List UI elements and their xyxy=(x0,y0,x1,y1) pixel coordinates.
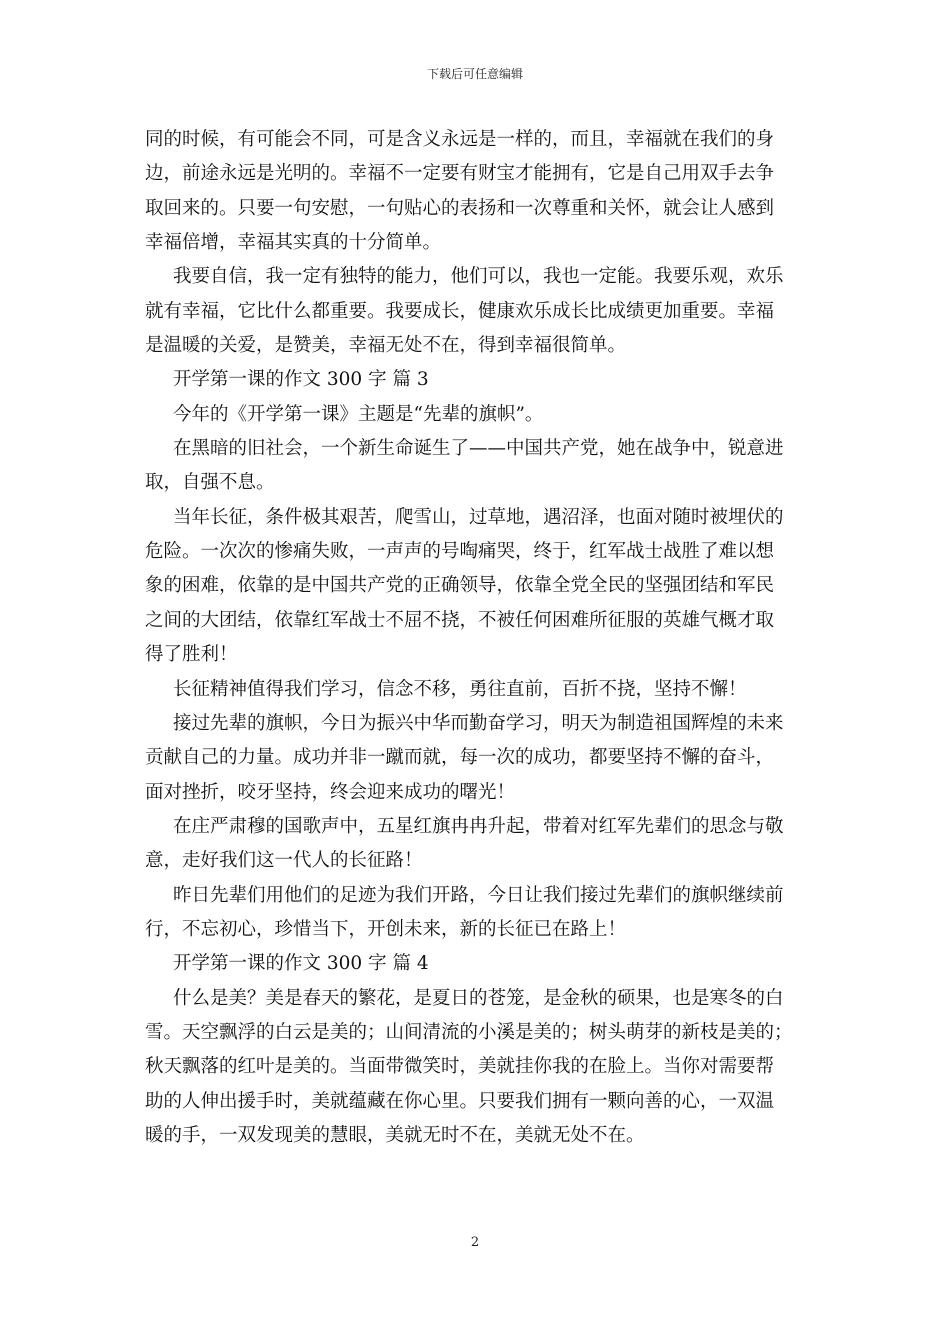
text-line: 我要自信，我一定有独特的能力，他们可以，我也一定能。我要乐观，欢乐 xyxy=(173,266,784,288)
text-line: 今年的《开学第一课》主题是“先辈的旗帜”。 xyxy=(173,403,544,425)
text-line: 雪。天空飘浮的白云是美的；山间清流的小溪是美的；树头萌芽的新枝是美的； xyxy=(145,1021,793,1043)
text-line: 开学第一课的作文 300 字 篇 3 xyxy=(173,369,429,391)
text-line: 同的时候，有可能会不同，可是含义永远是一样的，而且，幸福就在我们的身 xyxy=(145,129,775,150)
text-line: 面对挫折，咬牙坚持，终会迎来成功的曙光！ xyxy=(145,781,516,803)
text-line: 行，不忘初心，珍惜当下，开创未来，新的长征已在路上！ xyxy=(145,918,627,940)
text-line: 长征精神值得我们学习，信念不移，勇往直前，百折不挠，坚持不懈！ xyxy=(173,678,747,700)
text-line: 昨日先辈们用他们的足迹为我们开路，今日让我们接过先辈们的旗帜继续前 xyxy=(173,884,784,906)
document-body xyxy=(145,123,807,1153)
text-line: 秋天飘落的红叶是美的。当面带微笑时，美就挂你我的在脸上。当你对需要帮 xyxy=(145,1056,775,1078)
text-line: 接过先辈的旗帜，今日为振兴中华而勤奋学习，明天为制造祖国辉煌的未来 xyxy=(173,712,784,734)
text-line: 边，前途永远是光明的。幸福不一定要有财宝才能拥有，它是自己用双手去争 xyxy=(145,163,775,185)
text-line: 之间的大团结，依靠红军战士不屈不挠，不被任何困难所征服的英雄气概才取 xyxy=(145,609,775,631)
text-line: 什么是美？美是春天的繁花，是夏日的苍笼，是金秋的硕果，也是寒冬的白 xyxy=(173,987,784,1009)
text-line: 意，走好我们这一代人的长征路！ xyxy=(145,850,423,872)
text-line: 开学第一课的作文 300 字 篇 4 xyxy=(173,953,429,975)
text-line: 就有幸福，它比什么都重要。我要成长，健康欢乐成长比成绩更加重要。幸福 xyxy=(145,300,775,322)
text-line: 取回来的。只要一句安慰，一句贴心的表扬和一次尊重和关怀，就会让人感到 xyxy=(145,197,775,219)
text-line: 取，自强不息。 xyxy=(145,472,275,494)
text-line: 当年长征，条件极其艰苦，爬雪山，过草地，遇沼泽，也面对随时被埋伏的 xyxy=(173,506,784,528)
text-line: 得了胜利！ xyxy=(145,644,238,666)
text-line: 贡献自己的力量。成功并非一蹴而就，每一次的成功，都要坚持不懈的奋斗， xyxy=(145,747,775,769)
text-line: 在黑暗的旧社会，一个新生命诞生了——中国共产党，她在战争中，锐意进 xyxy=(173,438,784,460)
text-line: 在庄严肃穆的国歌声中，五星红旗冉冉升起，带着对红军先辈们的思念与敬 xyxy=(173,815,784,837)
page-header: 下载后可任意编辑 xyxy=(426,67,523,81)
text-line: 象的困难，依靠的是中国共产党的正确领导，依靠全党全民的坚强团结和军民 xyxy=(145,575,775,597)
text-line: 暖的手，一双发现美的慧眼，美就无时不在，美就无处不在。 xyxy=(145,1124,645,1146)
text-line: 危险。一次次的惨痛失败，一声声的号啕痛哭，终于，红军战士战胜了难以想 xyxy=(145,541,775,563)
text-line: 幸福倍增，幸福其实真的十分简单。 xyxy=(145,232,442,254)
page-number: 2 xyxy=(470,1235,480,1250)
text-line: 助的人伸出援手时，美就蕴藏在你心里。只要我们拥有一颗向善的心，一双温 xyxy=(145,1090,775,1112)
text-line: 是温暖的关爱，是赞美，幸福无处不在，得到幸福很简单。 xyxy=(145,335,627,357)
